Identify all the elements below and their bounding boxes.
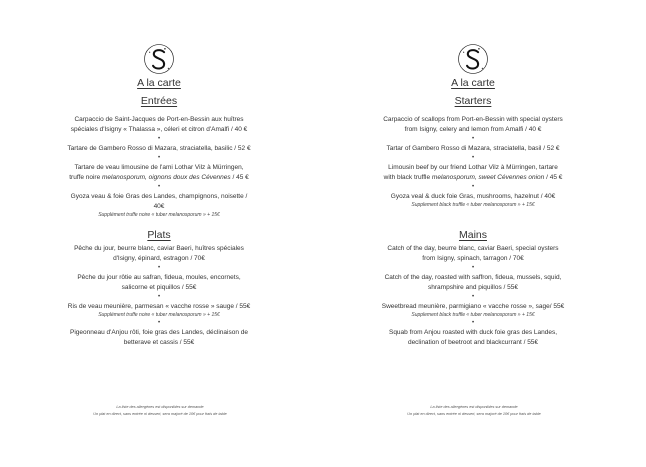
- section-heading-entrees: Entrées: [140, 95, 178, 107]
- item-separator: •: [471, 155, 475, 161]
- menu-item-line: Tartar of Gambero Rosso di Mazara, straciatella, basil / 52 €: [386, 145, 560, 152]
- menu-column-french: [54, 42, 264, 348]
- menu-item-line: Catch of the day, roasted with saffron, fideua, mussels, squid,: [384, 273, 562, 281]
- menu-item-price: / 45 €: [230, 174, 249, 181]
- menu-item-line: shrampshire and piquillos / 55€: [428, 283, 518, 291]
- allergen-note: La liste des allergènes est disponibles sur demande: [430, 405, 518, 409]
- item-separator: •: [471, 184, 475, 190]
- section-heading-mains: Mains: [458, 228, 487, 241]
- menu-item-line: Sweetbread meunière, parmigiano « vacche rosse », sage/ 55€: [381, 302, 565, 310]
- menu-item-line: 40€: [153, 203, 165, 210]
- s-monogram-icon: [456, 42, 490, 76]
- menu-item-price: / 45 €: [544, 174, 563, 181]
- menu-item-line: declination of beetroot and blackcurrant / 55€: [407, 339, 539, 346]
- menu-title: A la carte: [137, 77, 181, 89]
- menu-item-text: with black truffle: [383, 174, 432, 181]
- menu-item-line: from Isigny, spinach, tarragon / 70€: [422, 254, 524, 262]
- allergen-note: La liste des allergènes est disponibles sur demande: [116, 405, 204, 409]
- truffle-supplement-note: Supplement black truffle « tuber melanosporum » + 15€: [411, 202, 535, 208]
- menu-item-line: Limousin beef by our friend Lothar Vilz à Mürringen, tartare: [388, 164, 558, 171]
- menu-item-line: Gyoza veau & foie Gras des Landes, champignons, noisette /: [70, 193, 248, 200]
- menu-item-italic: melanosporum, sweet Cévennes onion: [431, 174, 545, 181]
- section-heading-starters: Starters: [454, 95, 492, 107]
- item-separator: •: [157, 320, 161, 326]
- table-fee-note: Un plat en direct, sans entrée ni dessert, sera majoré de 10€ pour frais de table: [407, 412, 541, 416]
- truffle-supplement-note: Supplément truffe noire « tuber melanosporum » + 15€: [98, 311, 220, 318]
- menu-item-italic: melanosporum, oignons doux des Cévennes: [102, 174, 231, 181]
- menu-item-line: Tartare de veau limousine de l'ami Lothar Vilz à Mürringen,: [74, 164, 244, 171]
- menu-item-line: salicorne et piquillos / 55€: [121, 283, 197, 291]
- footer-notes-french: [50, 404, 270, 418]
- menu-item-line: Tartare de Gambero Rosso di Mazara, straciatella, basilic / 52 €: [67, 145, 251, 152]
- footer-notes-english: [364, 404, 584, 418]
- menu-column-english: [368, 42, 578, 348]
- item-separator: •: [157, 264, 161, 271]
- item-separator: •: [471, 264, 475, 271]
- menu-item-line: [54, 173, 264, 183]
- section-heading-plats: Plats: [147, 228, 171, 241]
- item-separator: •: [157, 136, 161, 142]
- menu-title: A la carte: [451, 77, 495, 89]
- menu-item-line: Gyoza veal & duck foie Gras, mushrooms, hazelnut / 40€: [390, 193, 556, 200]
- menu-item-line: d'Isigny, épinard, estragon / 70€: [113, 254, 205, 262]
- item-separator: •: [157, 184, 161, 190]
- menu-item-line: spéciales d'Isigny « Thalassa », céleri et citron d'Amalfi / 40 €: [70, 126, 248, 133]
- table-fee-note: Un plat en direct, sans entrée ni dessert, sera majoré de 10€ pour frais de table: [93, 412, 227, 416]
- s-monogram-icon: [142, 42, 176, 76]
- menu-item-line: Pêche du jour rôtie au safran, fideua, moules, encornets,: [77, 273, 241, 281]
- truffle-supplement-note: Supplément truffe noire « tuber melanosporum » + 15€: [98, 212, 220, 218]
- menu-item-line: Pêche du jour, beurre blanc, caviar Baeri, huîtres spéciales: [74, 244, 244, 252]
- menu-item-line: [368, 173, 578, 183]
- menu-item-line: Squab from Anjou roasted with duck foie gras des Landes,: [388, 329, 558, 336]
- item-separator: •: [157, 155, 161, 161]
- menu-item-line: from Isigny, celery and lemon from Amalfi / 40 €: [404, 126, 542, 133]
- truffle-supplement-note: Supplement black truffle « tuber melanosporum » + 15€: [411, 311, 535, 318]
- menu-item-line: Ris de veau meunière, parmesan « vacche rosse » sauge / 55€: [67, 302, 251, 310]
- item-separator: •: [471, 320, 475, 326]
- item-separator: •: [471, 136, 475, 142]
- menu-item-line: Pigeonneau d'Anjou rôti, foie gras des Landes, déclinaison de: [70, 329, 248, 336]
- menu-item-line: Carpaccio de Saint-Jacques de Port-en-Bessin aux huîtres: [74, 116, 244, 123]
- menu-item-line: Carpaccio of scallops from Port-en-Bessin with special oysters: [383, 116, 563, 123]
- menu-item-line: Catch of the day, beurre blanc, caviar Baeri, special oysters: [387, 244, 559, 252]
- menu-item-line: betterave et cassis / 55€: [123, 339, 195, 346]
- item-separator: •: [157, 293, 161, 300]
- item-separator: •: [471, 293, 475, 300]
- menu-item-text: truffe noire: [69, 174, 103, 181]
